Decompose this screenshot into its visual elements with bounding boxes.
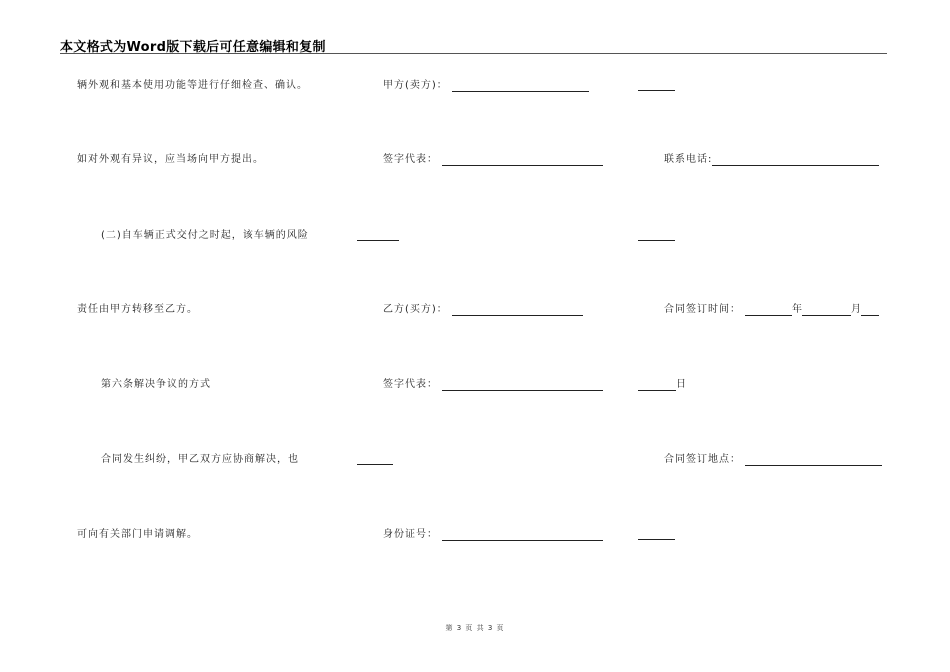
- page-header-title: 本文格式为Word版下载后可任意编辑和复制: [60, 40, 326, 55]
- right-blank-line-3[interactable]: [638, 529, 675, 540]
- sign-place-blank[interactable]: [745, 455, 882, 466]
- body-line-6: 合同发生纠纷，甲乙双方应协商解决，也: [101, 454, 299, 465]
- page-number-footer: 第 3 页 共 3 页: [445, 624, 505, 632]
- body-line-1: 辆外观和基本使用功能等进行仔细检查、确认。: [77, 80, 308, 91]
- signer-field-b: [383, 379, 603, 391]
- party-b-blank[interactable]: [452, 305, 583, 316]
- header-divider: [60, 53, 887, 54]
- phone-label: 联系电话:: [664, 154, 713, 165]
- year-char: 年: [792, 304, 802, 315]
- party-b-field: [383, 304, 583, 316]
- day-char: 日: [676, 379, 686, 390]
- party-a-label: 甲方(卖方)：: [383, 80, 448, 91]
- party-b-label: 乙方(买方)：: [383, 304, 448, 315]
- id-number-blank[interactable]: [442, 530, 603, 541]
- signer-label-b: 签字代表：: [383, 379, 438, 390]
- day-continue-blank[interactable]: [638, 380, 676, 391]
- id-number-label: 身份证号：: [383, 529, 438, 540]
- body-line-3: (二)自车辆正式交付之时起，该车辆的风险: [101, 230, 309, 241]
- body-line-7: 可向有关部门申请调解。: [77, 529, 198, 540]
- phone-field: [664, 154, 879, 166]
- month-blank[interactable]: [802, 305, 851, 316]
- signer-label-a: 签字代表：: [383, 154, 438, 165]
- party-a-field: [383, 80, 589, 92]
- sign-place-label: 合同签订地点：: [664, 454, 741, 465]
- body-line-2: 如对外观有异议，应当场向甲方提出。: [77, 154, 264, 165]
- body-line-4: 责任由甲方转移至乙方。: [77, 304, 198, 315]
- signer-b-blank[interactable]: [442, 380, 603, 391]
- day-field: [638, 379, 686, 391]
- right-blank-line-2[interactable]: [638, 230, 675, 241]
- party-a-blank[interactable]: [452, 81, 589, 92]
- year-blank[interactable]: [745, 305, 792, 316]
- day-blank[interactable]: [861, 305, 879, 316]
- month-char: 月: [851, 304, 861, 315]
- sign-time-field: [664, 304, 879, 316]
- sign-time-label: 合同签订时间：: [664, 304, 741, 315]
- right-blank-line-1[interactable]: [638, 80, 675, 91]
- middle-blank-line-2[interactable]: [357, 454, 393, 465]
- middle-blank-line[interactable]: [357, 230, 399, 241]
- id-number-field: [383, 529, 603, 541]
- section-heading-dispute: 第六条解决争议的方式: [101, 379, 211, 390]
- sign-place-field: [664, 454, 882, 466]
- signer-a-blank[interactable]: [442, 155, 603, 166]
- phone-blank[interactable]: [712, 155, 879, 166]
- signer-field-a: [383, 154, 603, 166]
